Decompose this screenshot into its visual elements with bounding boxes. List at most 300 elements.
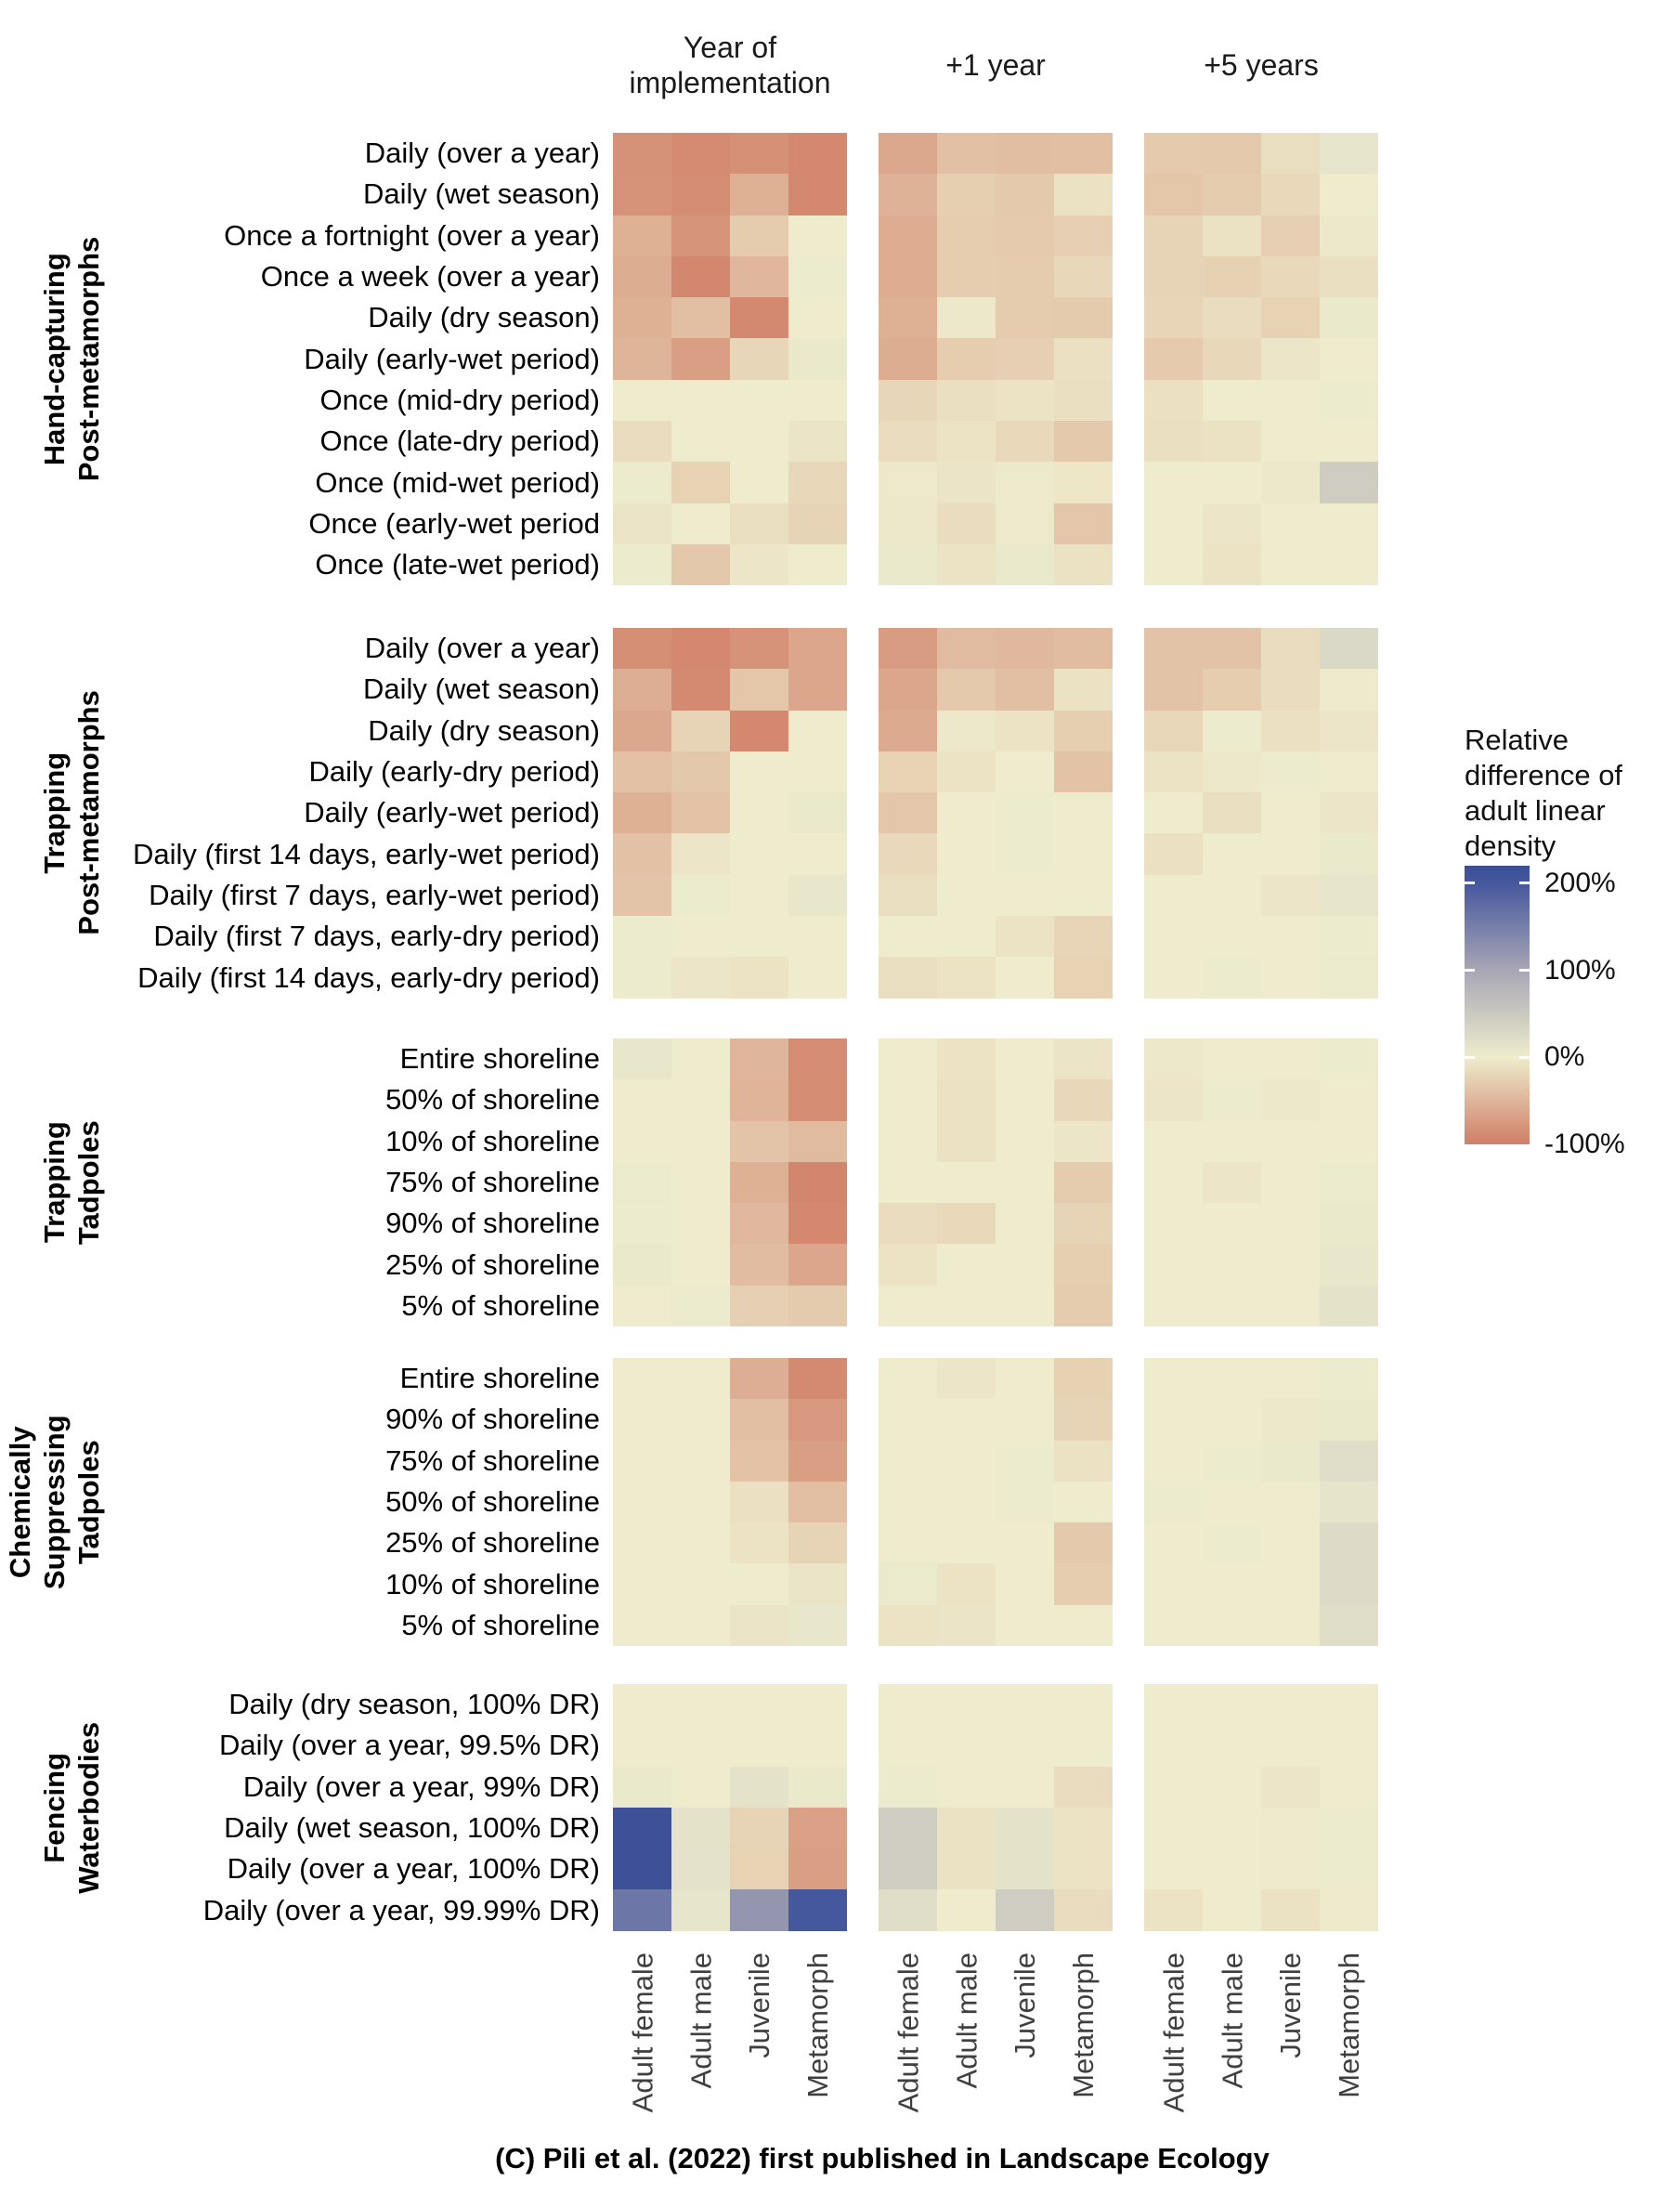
heatmap-cell (671, 1482, 730, 1522)
row-label: Daily (over a year, 100% DR) (227, 1852, 600, 1886)
heatmap-cell (879, 1399, 937, 1440)
heatmap-cell (613, 1605, 671, 1646)
row-label: Daily (early-wet period) (304, 796, 600, 829)
row-label: Once (late-wet period) (315, 548, 600, 581)
heatmap-cell (613, 1121, 671, 1162)
heatmap-cell (671, 462, 730, 503)
heatmap-panel (879, 1038, 1113, 1326)
heatmap-cell (937, 1767, 996, 1808)
heatmap-cell (1054, 256, 1113, 297)
heatmap-cell (1261, 1605, 1320, 1646)
panel-header-plus-1-year: +1 year (945, 48, 1046, 82)
heatmap-cell (1203, 421, 1261, 462)
heatmap-cell (1144, 916, 1203, 957)
legend-tick-label: 200% (1544, 867, 1616, 898)
heatmap-cell (1320, 916, 1378, 957)
heatmap-cell (879, 380, 937, 421)
heatmap-cell (788, 628, 847, 669)
row-label: 10% of shoreline (385, 1124, 600, 1157)
row-label: Daily (wet season) (363, 673, 600, 706)
heatmap-cell (879, 1605, 937, 1646)
heatmap-cell (996, 1162, 1054, 1203)
heatmap-cell (937, 916, 996, 957)
heatmap-cell (1054, 957, 1113, 998)
heatmap-cell (1054, 1244, 1113, 1285)
heatmap-cell (1144, 1808, 1203, 1848)
heatmap-cell (1144, 1725, 1203, 1766)
row-label: Daily (over a year) (364, 632, 600, 665)
heatmap-cell (937, 256, 996, 297)
heatmap-cell (937, 1889, 996, 1930)
group-label-line: Post-metamorphs (72, 690, 105, 936)
heatmap-cell (1144, 1358, 1203, 1399)
x-axis-label: Adult male (950, 1952, 983, 2089)
heatmap-cell (1144, 544, 1203, 585)
heatmap-cell (613, 751, 671, 792)
heatmap-cell (671, 792, 730, 833)
heatmap-cell (937, 1038, 996, 1079)
heatmap-cell (996, 1684, 1054, 1725)
heatmap-cell (1144, 1848, 1203, 1889)
heatmap-cell (1144, 1684, 1203, 1725)
heatmap-cell (730, 215, 788, 256)
heatmap-cell (613, 1162, 671, 1203)
heatmap-cell (1144, 133, 1203, 174)
heatmap-cell (1144, 503, 1203, 544)
heatmap-cell (1261, 380, 1320, 421)
legend-tick-mark (1519, 1056, 1530, 1059)
heatmap-cell (788, 833, 847, 874)
heatmap-cell (1054, 1079, 1113, 1120)
heatmap-cell (879, 1684, 937, 1725)
heatmap-cell (1144, 1162, 1203, 1203)
heatmap-cell (671, 256, 730, 297)
heatmap-cell (788, 1358, 847, 1399)
heatmap-cell (671, 1358, 730, 1399)
heatmap-cell (1261, 256, 1320, 297)
heatmap-cell (879, 1848, 937, 1889)
heatmap-cell (1261, 1203, 1320, 1244)
heatmap-cell (996, 421, 1054, 462)
heatmap-cell (1054, 133, 1113, 174)
heatmap-cell (937, 1725, 996, 1766)
heatmap-cell (671, 1563, 730, 1604)
heatmap-cell (1054, 751, 1113, 792)
row-label: 50% of shoreline (385, 1083, 600, 1117)
heatmap-cell (1203, 1244, 1261, 1285)
heatmap-cell (879, 751, 937, 792)
heatmap-cell (1261, 833, 1320, 874)
heatmap-cell (730, 1482, 788, 1522)
heatmap-cell (996, 215, 1054, 256)
heatmap-cell (788, 421, 847, 462)
heatmap-cell (1144, 256, 1203, 297)
heatmap-cell (937, 669, 996, 710)
heatmap-cell (1261, 338, 1320, 379)
heatmap-cell (1203, 1808, 1261, 1848)
heatmap-cell (1203, 1286, 1261, 1326)
heatmap-cell (1261, 751, 1320, 792)
heatmap-cell (996, 1079, 1054, 1120)
heatmap-cell (996, 1482, 1054, 1522)
heatmap-cell (1320, 1889, 1378, 1930)
heatmap-cell (613, 338, 671, 379)
heatmap-cell (996, 1286, 1054, 1326)
heatmap-cell (996, 792, 1054, 833)
heatmap-cell (879, 1162, 937, 1203)
heatmap-cell (1203, 544, 1261, 585)
heatmap-cell (671, 503, 730, 544)
heatmap-cell (730, 1079, 788, 1120)
heatmap-cell (730, 256, 788, 297)
row-label: 90% of shoreline (385, 1207, 600, 1240)
heatmap-cell (1320, 1358, 1378, 1399)
heatmap-cell (1320, 1605, 1378, 1646)
heatmap-cell (730, 1725, 788, 1766)
heatmap-cell (937, 338, 996, 379)
heatmap-cell (1203, 1162, 1261, 1203)
row-label: Daily (early-dry period) (308, 755, 600, 789)
heatmap-cell (1054, 1441, 1113, 1482)
heatmap-cell (1203, 916, 1261, 957)
heatmap-cell (730, 711, 788, 751)
heatmap-cell (996, 174, 1054, 215)
heatmap-cell (613, 1522, 671, 1563)
heatmap-cell (1054, 1522, 1113, 1563)
heatmap-cell (788, 462, 847, 503)
row-label: Daily (dry season) (368, 301, 600, 334)
heatmap-cell (788, 1482, 847, 1522)
heatmap-cell (788, 751, 847, 792)
heatmap-cell (1261, 711, 1320, 751)
heatmap-cell (613, 1441, 671, 1482)
heatmap-cell (937, 1079, 996, 1120)
heatmap-cell (1054, 1286, 1113, 1326)
heatmap-cell (996, 1038, 1054, 1079)
heatmap-panel (879, 628, 1113, 999)
heatmap-cell (788, 1244, 847, 1285)
heatmap-cell (613, 1725, 671, 1766)
heatmap-cell (1054, 1563, 1113, 1604)
heatmap-cell (1320, 1848, 1378, 1889)
heatmap-cell (613, 1399, 671, 1440)
heatmap-cell (1261, 1162, 1320, 1203)
heatmap-cell (1261, 1286, 1320, 1326)
heatmap-cell (1261, 1358, 1320, 1399)
heatmap-cell (671, 338, 730, 379)
heatmap-cell (671, 1725, 730, 1766)
row-label: Daily (first 7 days, early-wet period) (149, 878, 600, 911)
heatmap-cell (730, 1038, 788, 1079)
heatmap-cell (1144, 1203, 1203, 1244)
heatmap-cell (937, 462, 996, 503)
heatmap-cell (1203, 380, 1261, 421)
heatmap-cell (1054, 215, 1113, 256)
heatmap-cell (1203, 1079, 1261, 1120)
heatmap-cell (730, 669, 788, 710)
heatmap-cell (730, 1399, 788, 1440)
row-label: Daily (wet season) (363, 177, 600, 211)
heatmap-cell (1144, 875, 1203, 916)
heatmap-cell (613, 174, 671, 215)
heatmap-cell (1144, 1286, 1203, 1326)
heatmap-cell (1203, 338, 1261, 379)
heatmap-cell (730, 833, 788, 874)
heatmap-cell (1261, 215, 1320, 256)
row-label: Once a week (over a year) (260, 260, 600, 294)
heatmap-cell (1144, 1038, 1203, 1079)
heatmap-cell (879, 957, 937, 998)
heatmap-cell (1203, 1563, 1261, 1604)
heatmap-cell (1203, 1482, 1261, 1522)
heatmap-cell (788, 503, 847, 544)
legend-tick-mark (1465, 882, 1475, 884)
heatmap-cell (996, 1767, 1054, 1808)
heatmap-cell (879, 1563, 937, 1604)
heatmap-cell (730, 133, 788, 174)
x-axis-label: Adult female (892, 1952, 924, 2113)
heatmap-cell (996, 1441, 1054, 1482)
heatmap-cell (1054, 1038, 1113, 1079)
heatmap-cell (879, 1522, 937, 1563)
heatmap-cell (1320, 1767, 1378, 1808)
heatmap-cell (879, 1079, 937, 1120)
heatmap-cell (879, 462, 937, 503)
heatmap-cell (1203, 1121, 1261, 1162)
heatmap-cell (1320, 338, 1378, 379)
row-label: 5% of shoreline (401, 1288, 600, 1322)
heatmap-cell (1144, 957, 1203, 998)
heatmap-cell (1261, 1848, 1320, 1889)
heatmap-cell (1203, 174, 1261, 215)
row-label: Daily (over a year, 99% DR) (242, 1770, 600, 1803)
heatmap-cell (996, 544, 1054, 585)
row-label: 90% of shoreline (385, 1403, 600, 1436)
heatmap-cell (1261, 1563, 1320, 1604)
heatmap-cell (1054, 462, 1113, 503)
heatmap-cell (937, 1162, 996, 1203)
heatmap-cell (1203, 792, 1261, 833)
row-label: 50% of shoreline (385, 1485, 600, 1519)
heatmap-cell (996, 669, 1054, 710)
heatmap-cell (879, 1441, 937, 1482)
heatmap-cell (730, 1767, 788, 1808)
heatmap-cell (1054, 380, 1113, 421)
row-label: Daily (dry season, 100% DR) (228, 1688, 600, 1721)
heatmap-panel (1144, 1684, 1378, 1931)
heatmap-cell (996, 297, 1054, 338)
heatmap-cell (671, 1121, 730, 1162)
row-label: Entire shoreline (399, 1362, 600, 1395)
heatmap-cell (1203, 1441, 1261, 1482)
heatmap-cell (1144, 215, 1203, 256)
heatmap-cell (1144, 338, 1203, 379)
heatmap-cell (937, 1522, 996, 1563)
heatmap-cell (937, 792, 996, 833)
group-label-line: Hand-capturing (38, 253, 71, 466)
heatmap-cell (613, 1563, 671, 1604)
heatmap-cell (671, 669, 730, 710)
heatmap-cell (1203, 462, 1261, 503)
heatmap-cell (1203, 628, 1261, 669)
heatmap-cell (1144, 1079, 1203, 1120)
row-label: 25% of shoreline (385, 1526, 600, 1560)
heatmap-cell (1261, 792, 1320, 833)
heatmap-cell (937, 1399, 996, 1440)
heatmap-cell (1054, 174, 1113, 215)
row-label: 25% of shoreline (385, 1247, 600, 1281)
heatmap-cell (1320, 1441, 1378, 1482)
heatmap-cell (937, 711, 996, 751)
panel-header-year-of-implementation: Year of implementation (629, 31, 831, 99)
heatmap-cell (1320, 875, 1378, 916)
heatmap-cell (788, 1162, 847, 1203)
heatmap-cell (1144, 1244, 1203, 1285)
heatmap-cell (613, 1767, 671, 1808)
heatmap-cell (1320, 297, 1378, 338)
heatmap-cell (937, 1482, 996, 1522)
heatmap-cell (788, 1808, 847, 1848)
heatmap-cell (1320, 792, 1378, 833)
group-label-line: Fencing (38, 1752, 71, 1863)
heatmap-cell (1144, 1563, 1203, 1604)
heatmap-cell (671, 1441, 730, 1482)
heatmap-cell (788, 711, 847, 751)
heatmap-cell (1054, 1605, 1113, 1646)
heatmap-cell (788, 957, 847, 998)
heatmap-cell (1203, 669, 1261, 710)
heatmap-cell (1261, 1399, 1320, 1440)
heatmap-cell (879, 1244, 937, 1285)
heatmap-cell (730, 1605, 788, 1646)
heatmap-cell (671, 1079, 730, 1120)
heatmap-cell (613, 1286, 671, 1326)
heatmap-cell (937, 215, 996, 256)
heatmap-cell (996, 751, 1054, 792)
heatmap-panel (613, 628, 847, 999)
heatmap-cell (788, 1563, 847, 1604)
heatmap-cell (671, 1038, 730, 1079)
heatmap-cell (1320, 1725, 1378, 1766)
heatmap-cell (1054, 503, 1113, 544)
heatmap-cell (730, 751, 788, 792)
heatmap-cell (996, 380, 1054, 421)
heatmap-cell (879, 1038, 937, 1079)
legend-tick-label: 100% (1544, 954, 1616, 986)
heatmap-cell (996, 133, 1054, 174)
heatmap-cell (1261, 916, 1320, 957)
legend-tick-mark (1465, 969, 1475, 972)
group-label-line: Suppressing (38, 1415, 71, 1589)
heatmap-cell (1320, 1522, 1378, 1563)
x-axis-label: Juvenile (1274, 1952, 1307, 2058)
heatmap-cell (996, 256, 1054, 297)
heatmap-cell (1320, 380, 1378, 421)
x-axis-label: Juvenile (1009, 1952, 1041, 2058)
heatmap-cell (879, 1808, 937, 1848)
group-label-line: Trapping (38, 1121, 71, 1244)
heatmap-cell (788, 174, 847, 215)
heatmap-cell (1261, 1441, 1320, 1482)
heatmap-cell (613, 833, 671, 874)
heatmap-cell (1203, 297, 1261, 338)
heatmap-cell (730, 462, 788, 503)
heatmap-panel (613, 133, 847, 585)
heatmap-cell (613, 628, 671, 669)
heatmap-cell (879, 1482, 937, 1522)
heatmap-cell (937, 1121, 996, 1162)
heatmap-cell (788, 1121, 847, 1162)
group-label-line: Tadpoles (72, 1120, 105, 1245)
heatmap-cell (1320, 1038, 1378, 1079)
heatmap-cell (879, 1286, 937, 1326)
heatmap-panel (1144, 133, 1378, 585)
heatmap-cell (1261, 628, 1320, 669)
heatmap-cell (879, 215, 937, 256)
heatmap-cell (1054, 1889, 1113, 1930)
heatmap-cell (1320, 1563, 1378, 1604)
heatmap-cell (1320, 174, 1378, 215)
heatmap-cell (671, 1286, 730, 1326)
heatmap-cell (1320, 256, 1378, 297)
heatmap-cell (1144, 751, 1203, 792)
heatmap-cell (730, 875, 788, 916)
legend-tick-mark (1519, 969, 1530, 972)
heatmap-cell (1320, 1079, 1378, 1120)
heatmap-cell (1054, 916, 1113, 957)
heatmap-cell (788, 1725, 847, 1766)
heatmap-cell (730, 1244, 788, 1285)
heatmap-cell (613, 1203, 671, 1244)
x-axis-label: Adult male (684, 1952, 717, 2089)
heatmap-cell (671, 957, 730, 998)
heatmap-cell (788, 1605, 847, 1646)
heatmap-cell (937, 1808, 996, 1848)
heatmap-panel (1144, 1358, 1378, 1646)
heatmap-cell (996, 1522, 1054, 1563)
heatmap-cell (1320, 421, 1378, 462)
heatmap-cell (730, 1162, 788, 1203)
heatmap-cell (1144, 1399, 1203, 1440)
heatmap-cell (937, 833, 996, 874)
heatmap-cell (879, 338, 937, 379)
heatmap-cell (613, 792, 671, 833)
heatmap-cell (788, 669, 847, 710)
heatmap-cell (788, 1286, 847, 1326)
heatmap-cell (1320, 503, 1378, 544)
heatmap-cell (937, 1358, 996, 1399)
heatmap-cell (1320, 957, 1378, 998)
heatmap-cell (1054, 1684, 1113, 1725)
heatmap-cell (613, 669, 671, 710)
heatmap-cell (1203, 875, 1261, 916)
heatmap-cell (730, 1848, 788, 1889)
heatmap-cell (1203, 1038, 1261, 1079)
heatmap-cell (996, 338, 1054, 379)
heatmap-cell (996, 957, 1054, 998)
heatmap-cell (788, 338, 847, 379)
row-label: Once (mid-dry period) (319, 383, 600, 416)
heatmap-cell (1261, 1482, 1320, 1522)
heatmap-cell (788, 1684, 847, 1725)
heatmap-cell (1203, 1203, 1261, 1244)
heatmap-cell (1320, 1121, 1378, 1162)
heatmap-cell (879, 1767, 937, 1808)
heatmap-cell (879, 503, 937, 544)
heatmap-cell (1054, 421, 1113, 462)
heatmap-cell (1054, 1399, 1113, 1440)
panel-header-plus-5-years: +5 years (1204, 48, 1319, 82)
